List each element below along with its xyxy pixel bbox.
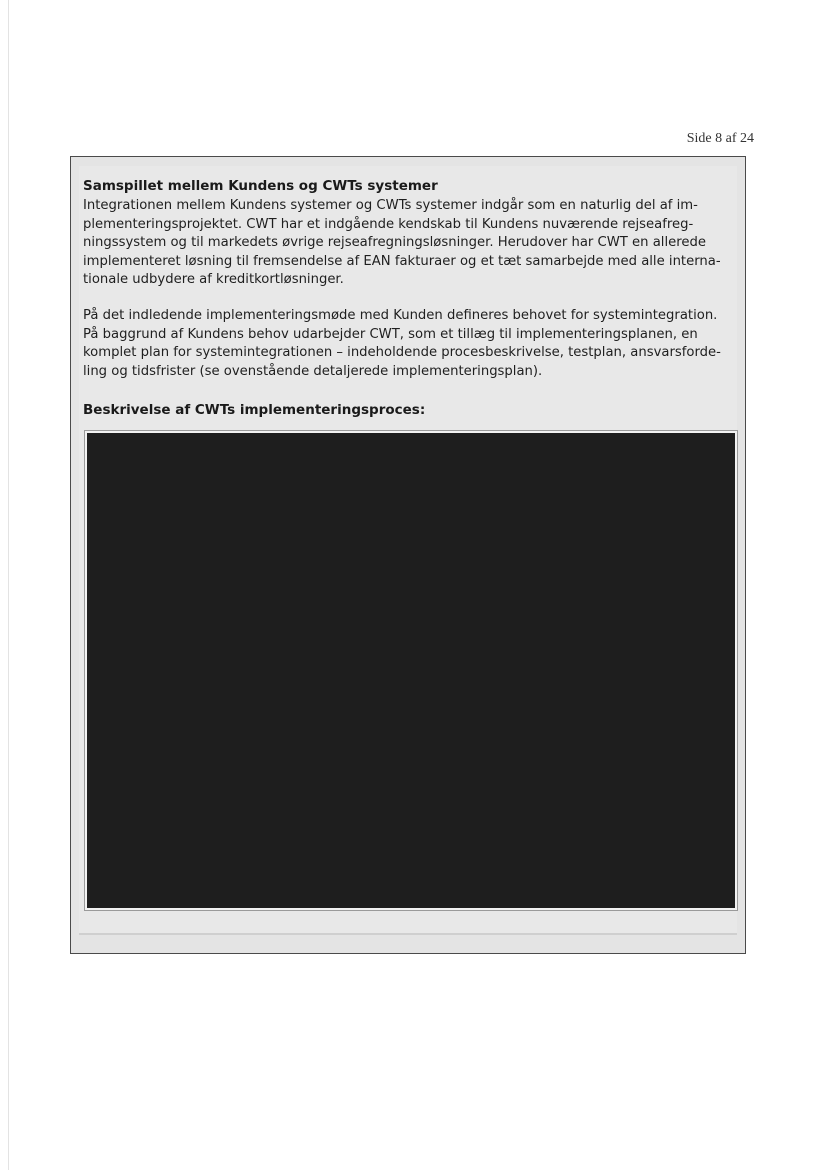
paragraph-line: Integrationen mellem Kundens systemer og CWTs systemer indgår som en naturlig del af im- (83, 198, 698, 213)
paragraph-line: implementeret løsning til fremsendelse af EAN fakturaer og et tæt samarbejde med alle interna- (83, 253, 721, 269)
paragraph-line: ningssystem og til markedets øvrige rejseafregningsløsninger. Herudover har CWT en allerede (83, 235, 706, 250)
paragraph-line: tionale udbydere af kreditkortløsninger. (83, 272, 344, 287)
content-inner (79, 166, 737, 935)
content-box (70, 156, 746, 954)
process-heading: Beskrivelse af CWTs implementeringsproces: (83, 402, 426, 418)
redacted-block (85, 431, 737, 910)
paragraph-line: ling og tidsfrister (se ovenstående detaljerede implementeringsplan). (83, 363, 543, 379)
paragraph-line: På det indledende implementeringsmøde med Kunden defineres behovet for systemintegration. (83, 308, 718, 323)
page-number: Side 8 af 24 (686, 131, 754, 146)
paragraph-line: På baggrund af Kundens behov udarbejder CWT, som et tillæg til implementeringsplanen, en (83, 326, 698, 342)
section-title: Samspillet mellem Kundens og CWTs systemer (83, 178, 438, 194)
scan-edge-line (8, 0, 9, 1170)
paragraph-line: komplet plan for systemintegrationen – indeholdende procesbeskrivelse, testplan, ansvarsforde- (83, 345, 721, 360)
paragraph-integration (83, 197, 737, 290)
paragraph-implementation-meeting (83, 307, 737, 381)
paragraph-line: plementeringsprojektet. CWT har et indgående kendskab til Kundens nuværende rejseafreg- (83, 216, 694, 232)
